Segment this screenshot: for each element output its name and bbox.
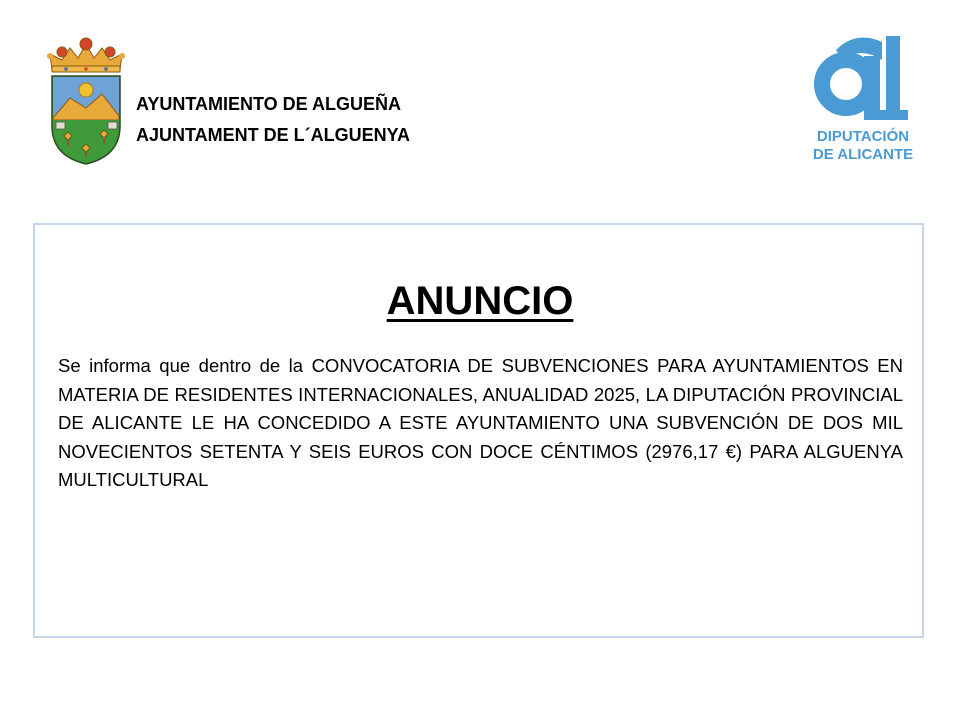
notice-body: Se informa que dentro de la CONVOCATORIA DE SUBVENCIONES PARA AYUNTAMIENTOS EN MATERIA DE RESIDENTES INTERNACIONALES, ANUALIDAD 2025, LA DIPUTACIÓN PROVINCIAL DE ALICANTE LE HA CONCEDIDO A ESTE AYUNTAMIENTO UNA SUBVENCIÓN DE DOS MIL NOVECIENTOS SETENTA Y SEIS EUROS CON DOCE CÉNTIMOS (2976,17 €) PARA ALGUENYA MULTICULTURAL — [58, 355, 903, 490]
municipality-name-spanish: AYUNTAMIENTO DE ALGUEÑA — [136, 94, 402, 114]
diputacion-a-mark-icon — [812, 28, 908, 124]
diputacion-alicante-logo — [800, 28, 926, 168]
municipality-header — [136, 89, 410, 151]
municipality-name-valencian: AJUNTAMENT DE L´ALGUENYA — [136, 125, 411, 145]
notice-title-text: ANUNCIO — [386, 279, 574, 323]
diputacion-logo-line1: DIPUTACIÓN — [816, 128, 910, 145]
shield-icon — [52, 76, 120, 164]
diputacion-logo-line2: DE ALICANTE — [812, 146, 914, 163]
diputacion-logo-text — [800, 128, 926, 164]
municipal-coat-of-arms — [42, 36, 130, 168]
notice-title — [0, 274, 960, 328]
crown-icon — [47, 38, 125, 72]
